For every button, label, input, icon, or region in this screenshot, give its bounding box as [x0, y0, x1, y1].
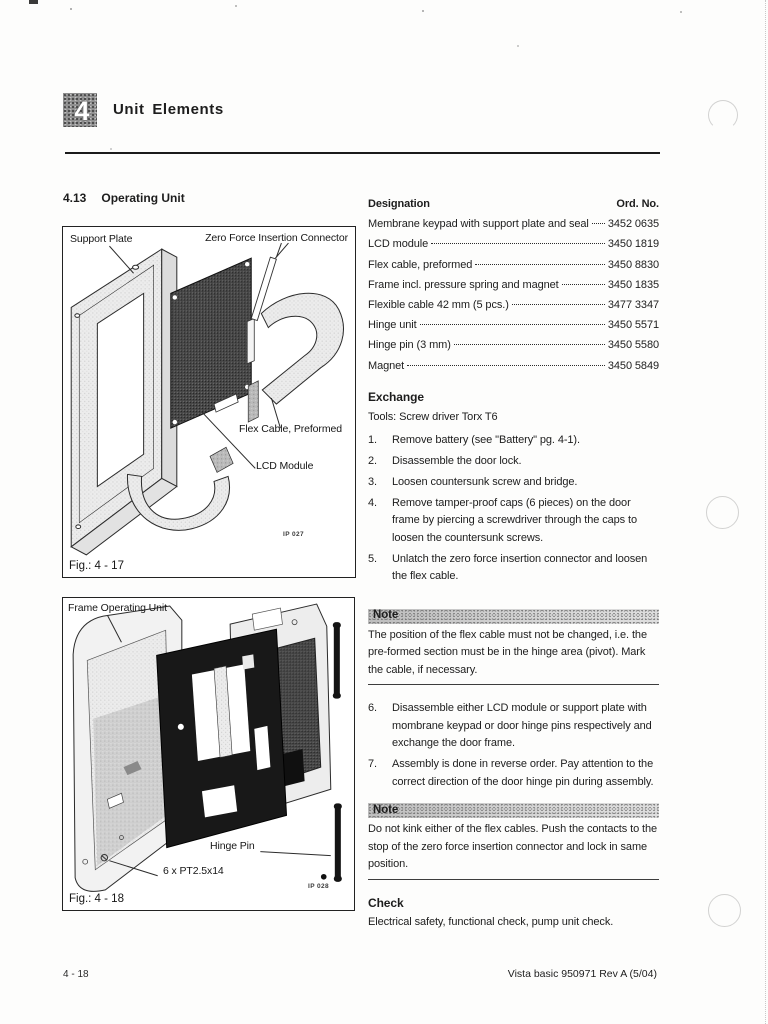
exploded-view-operating-unit-drawing — [63, 227, 355, 577]
list-item: 7. Assembly is done in reverse order. Pay attention to the correct direction of the door hinge pin during assembly. — [368, 758, 654, 788]
tools-line: Tools: Screw driver Torx T6 — [368, 410, 498, 423]
punch-hole-artifact — [708, 100, 738, 130]
table-row: LCD module 3450 1819 — [368, 238, 659, 251]
exchange-steps-6-7 — [368, 700, 659, 791]
list-item: 5. Unlatch the zero force insertion connector and loosen the flex cable. — [368, 552, 648, 583]
note-header-bar — [368, 609, 659, 624]
punch-hole-artifact — [708, 894, 741, 927]
figure-image-ref: IP 028 — [308, 883, 330, 890]
list-item: 2. Disassemble the door lock. — [368, 454, 522, 467]
lcd-module-shape — [171, 258, 254, 428]
label-hinge-pin: Hinge Pin — [210, 840, 255, 852]
frame-operating-unit-shape — [157, 629, 287, 847]
label-flex-cable: Flex Cable, Preformed — [239, 423, 342, 435]
table-row: Hinge pin (3 mm) 3450 5580 — [368, 339, 659, 352]
note-box — [368, 803, 659, 880]
check-text: Electrical safety, functional check, pump unit check. — [368, 915, 614, 928]
scan-registration-mark — [29, 0, 38, 4]
section-heading — [63, 191, 185, 205]
note-text: The position of the flex cable must not be changed, i.e. the pre-formed section must be in the hinge area (pivot). Mark the cable, if necessary. — [368, 628, 647, 676]
note-box — [368, 609, 659, 686]
label-support-plate: Support Plate — [70, 233, 133, 245]
support-plate-shape — [71, 249, 177, 555]
right-column — [368, 196, 659, 931]
parts-table-header — [368, 196, 659, 216]
note-title: Note — [373, 609, 399, 622]
support-plate-leader — [109, 246, 133, 273]
label-screws: 6 x PT2.5x14 — [163, 865, 224, 877]
table-row: Frame incl. pressure spring and magnet 3450 1835 — [368, 278, 659, 291]
page-edge-artifact — [765, 0, 766, 1024]
table-row: Flex cable, preformed 3450 8830 — [368, 258, 659, 271]
scan-noise-specks — [70, 8, 72, 10]
figure-caption: Fig.: 4 - 18 — [69, 893, 124, 905]
exploded-view-frame-drawing — [63, 598, 354, 910]
ink-speck — [321, 874, 327, 880]
note-title: Note — [373, 803, 399, 816]
header-rule — [65, 152, 660, 154]
label-zfi-connector: Zero Force Insertion Connector — [205, 232, 348, 244]
label-lcd-module: LCD Module — [256, 460, 314, 472]
footer-document-reference: Vista basic 950971 Rev A (5/04) — [507, 968, 657, 980]
parts-table — [368, 196, 659, 378]
list-item: 4. Remove tamper-proof caps (6 pieces) on the door frame by piercing a screwdriver through the caps to loosen the countersunk screws. — [368, 496, 637, 544]
note-text: Do not kink either of the flex cables. Push the contacts to the stop of the zero force insertion connector and lock in same position. — [368, 823, 658, 871]
chapter-number-box — [63, 93, 97, 127]
column-header-designation: Designation — [368, 198, 430, 210]
note-header-bar — [368, 803, 659, 818]
hinge-pin-top-shape — [333, 622, 341, 698]
section-number: 4.13 — [63, 191, 87, 205]
list-item: 3. Loosen countersunk screw and bridge. — [368, 475, 578, 488]
flex-cable-shape — [248, 293, 343, 422]
column-header-ord-no: Ord. No. — [616, 198, 659, 210]
figure-image-ref: IP 027 — [283, 531, 305, 538]
table-row: Flexible cable 42 mm (5 pcs.) 3477 3347 — [368, 298, 659, 311]
punch-hole-artifact — [706, 496, 739, 529]
hinge-pin-bottom-shape — [334, 803, 342, 882]
check-heading: Check — [368, 895, 404, 910]
hinge-pin-leader — [260, 852, 330, 856]
chapter-number: 4 — [74, 95, 90, 126]
zfi-leader — [275, 243, 288, 258]
list-item: 6. Disassemble either LCD module or support plate with mombrane keypad or door hinge pins respectively and exchange the door frame. — [368, 702, 652, 750]
exchange-heading: Exchange — [368, 389, 424, 404]
chapter-title: Unit Elements — [113, 101, 224, 118]
list-item: 1. Remove battery (see "Battery" pg. 4-1). — [368, 433, 580, 446]
table-row: Magnet 3450 5849 — [368, 359, 659, 372]
footer-page-number: 4 - 18 — [63, 969, 89, 980]
table-row: Hinge unit 3450 5571 — [368, 319, 659, 332]
table-row: Membrane keypad with support plate and seal 3452 0635 — [368, 218, 659, 231]
exchange-steps-1-5 — [368, 432, 659, 586]
section-title: Operating Unit — [101, 191, 185, 205]
figure-4-18 — [62, 597, 355, 911]
figure-caption: Fig.: 4 - 17 — [69, 560, 124, 572]
label-frame-operating-unit: Frame Operating Unit — [68, 602, 167, 614]
figure-4-17 — [62, 226, 356, 578]
